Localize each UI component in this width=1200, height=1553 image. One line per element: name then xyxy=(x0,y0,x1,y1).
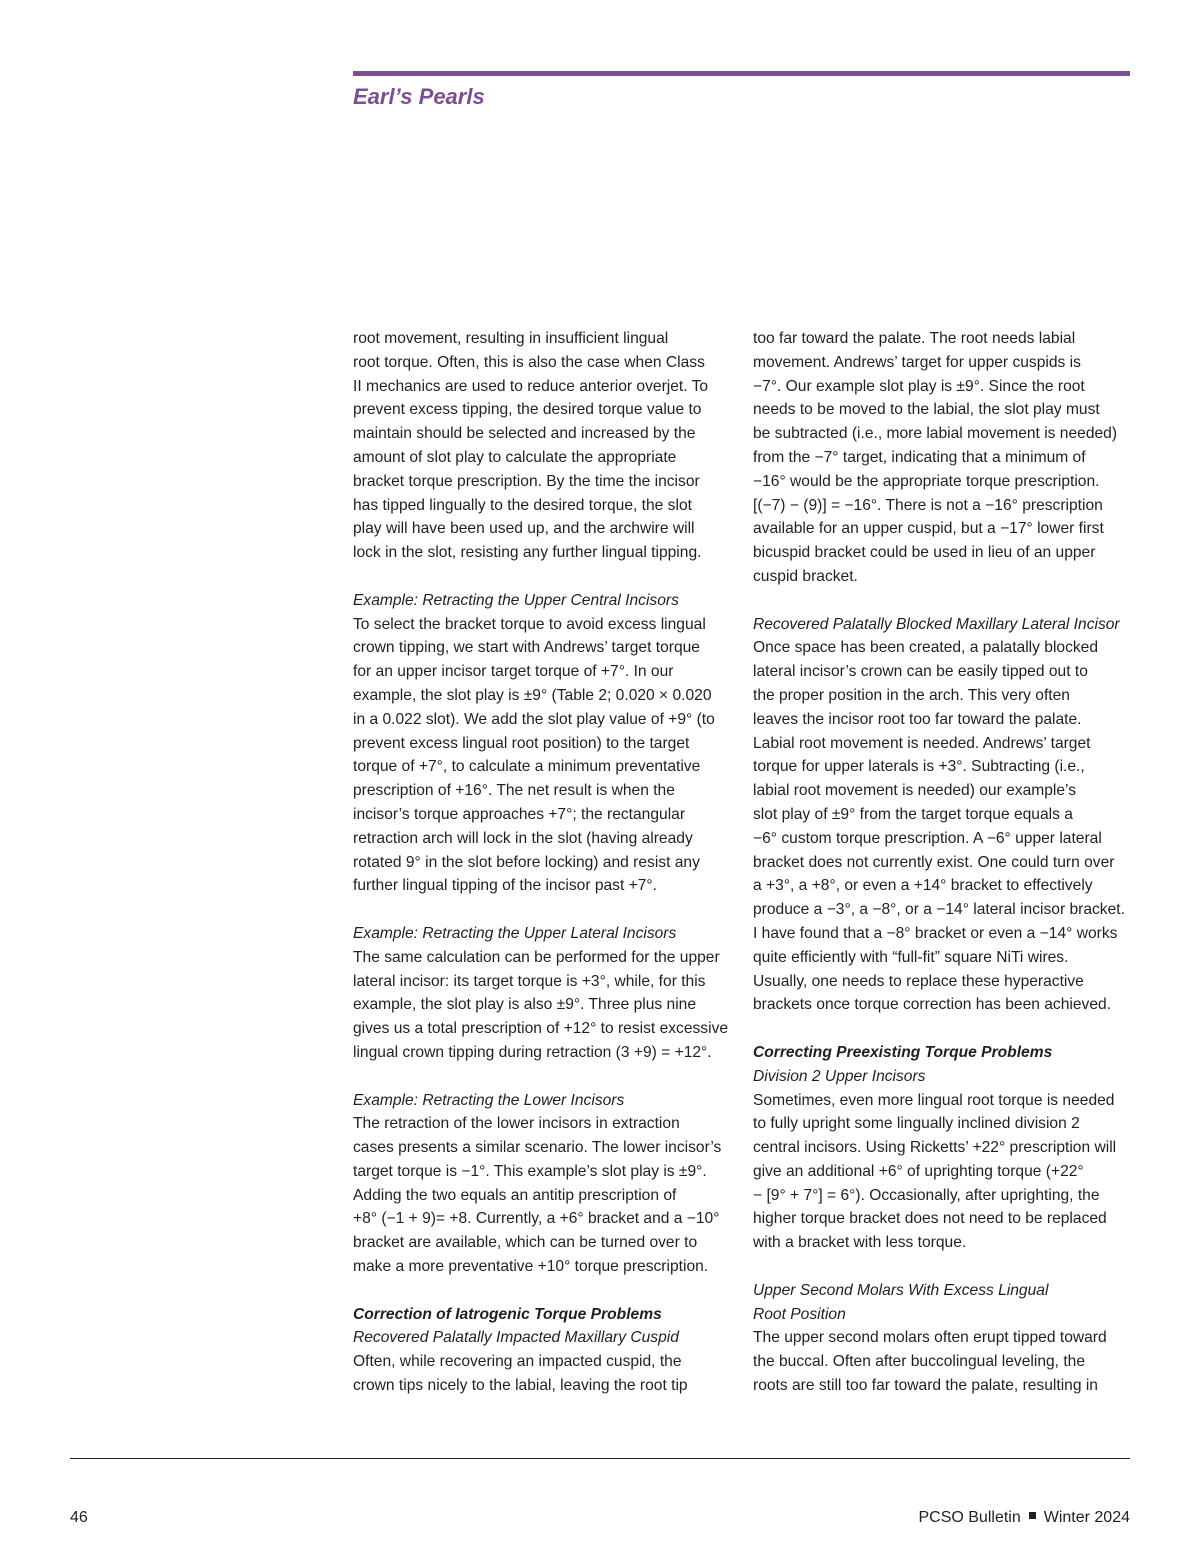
text-line: lock in the slot, resisting any further lingual tipping. xyxy=(353,544,702,562)
text-line: lateral incisor: its target torque is +3°, while, for this xyxy=(353,972,706,990)
paragraph-gap xyxy=(353,1279,733,1303)
text-line: roots are still too far toward the palate, resulting in xyxy=(753,1377,1098,1395)
text-line: movement. Andrews’ target for upper cuspids is xyxy=(753,353,1081,371)
text-line: leaves the incisor root too far toward the palate. xyxy=(753,710,1082,728)
text-line: bicuspid bracket could be used in lieu of an upper xyxy=(753,544,1096,562)
text-line: needs to be moved to the labial, the slot play must xyxy=(753,401,1100,419)
subheading: Division 2 Upper Incisors xyxy=(753,1067,926,1085)
text-line: The upper second molars often erupt tipped toward xyxy=(753,1329,1107,1347)
text-line: lingual crown tipping during retraction (3 +9) = +12°. xyxy=(353,1043,712,1061)
subheading: Upper Second Molars With Excess Lingual xyxy=(753,1281,1049,1299)
text-line: Sometimes, even more lingual root torque is needed xyxy=(753,1091,1115,1109)
text-line: prevent excess tipping, the desired torque value to xyxy=(353,401,702,419)
text-line: give an additional +6° of uprighting torque (+22° xyxy=(753,1162,1084,1180)
text-line: for an upper incisor target torque of +7°. In our xyxy=(353,663,674,681)
page-number: 46 xyxy=(70,1509,88,1526)
footer-publication-info xyxy=(918,1509,1130,1527)
text-line: The same calculation can be performed for the upper xyxy=(353,948,720,966)
paragraph-gap xyxy=(753,589,1131,613)
footer-rule xyxy=(70,1458,1130,1459)
text-line: +8° (−1 + 9)= +8. Currently, a +6° bracket and a −10° xyxy=(353,1210,720,1228)
text-line: a +3°, a +8°, or even a +14° bracket to effectively xyxy=(753,877,1093,895)
text-line: −6° custom torque prescription. A −6° upper lateral xyxy=(753,829,1102,847)
text-line: torque of +7°, to calculate a minimum preventative xyxy=(353,758,701,776)
section-heading: Correcting Preexisting Torque Problems xyxy=(753,1043,1053,1061)
text-line: in a 0.022 slot). We add the slot play value of +9° (to xyxy=(353,710,715,728)
paragraph-gap xyxy=(353,1065,733,1089)
text-line: example, the slot play is also ±9°. Three plus nine xyxy=(353,996,697,1014)
subheading: Example: Retracting the Upper Lateral Incisors xyxy=(353,924,677,942)
subheading: Root Position xyxy=(753,1305,846,1323)
text-line: has tipped lingually to the desired torque, the slot xyxy=(353,496,692,514)
text-line: maintain should be selected and increased by the xyxy=(353,425,696,443)
header-rule xyxy=(353,71,1130,76)
text-line: Once space has been created, a palatally blocked xyxy=(753,639,1099,657)
text-line: root torque. Often, this is also the case when Class xyxy=(353,353,705,371)
text-line: play will have been used up, and the archwire will xyxy=(353,520,695,538)
text-line: higher torque bracket does not need to be replaced xyxy=(753,1210,1107,1228)
text-line: −16° would be the appropriate torque prescription. xyxy=(753,472,1100,490)
paragraph-gap xyxy=(753,1255,1131,1279)
text-line: Usually, one needs to replace these hyperactive xyxy=(753,972,1084,990)
text-line: I have found that a −8° bracket or even a −14° works xyxy=(753,924,1118,942)
text-line: gives us a total prescription of +12° to resist excessive xyxy=(353,1020,729,1038)
text-line: the proper position in the arch. This very often xyxy=(753,686,1070,704)
text-line: torque for upper laterals is +3°. Subtracting (i.e., xyxy=(753,758,1085,776)
text-line: produce a −3°, a −8°, or a −14° lateral incisor bracket. xyxy=(753,901,1125,919)
issue-date: Winter 2024 xyxy=(1043,1509,1130,1526)
text-line: central incisors. Using Ricketts’ +22° prescription will xyxy=(753,1139,1117,1157)
right-column xyxy=(753,327,1131,1398)
text-line: retraction arch will lock in the slot (having already xyxy=(353,829,693,847)
text-line: prevent excess lingual root position) to the target xyxy=(353,734,690,752)
subheading: Example: Retracting the Upper Central Incisors xyxy=(353,591,679,609)
text-line: slot play of ±9° from the target torque equals a xyxy=(753,805,1073,823)
text-line: amount of slot play to calculate the appropriate xyxy=(353,448,677,466)
separator-square-icon xyxy=(1029,1512,1036,1519)
text-line: cases presents a similar scenario. The lower incisor’s xyxy=(353,1139,722,1157)
paragraph-gap xyxy=(353,565,733,589)
text-line: − [9° + 7°] = 6°). Occasionally, after uprighting, the xyxy=(753,1186,1100,1204)
text-line: bracket torque prescription. By the time the incisor xyxy=(353,472,700,490)
text-line: bracket does not currently exist. One could turn over xyxy=(753,853,1115,871)
section-heading: Correction of Iatrogenic Torque Problems xyxy=(353,1305,662,1323)
text-line: too far toward the palate. The root needs labial xyxy=(753,330,1076,347)
text-line: example, the slot play is ±9° (Table 2; 0.020 × 0.020 xyxy=(353,686,712,704)
text-line: further lingual tipping of the incisor past +7°. xyxy=(353,877,657,895)
left-column xyxy=(353,327,733,1398)
text-line: labial root movement is needed) our example’s xyxy=(753,782,1077,800)
text-line: Often, while recovering an impacted cuspid, the xyxy=(353,1353,682,1371)
text-line: the buccal. Often after buccolingual leveling, the xyxy=(753,1353,1086,1371)
paragraph-gap xyxy=(753,1017,1131,1041)
text-line: bracket are available, which can be turned over to xyxy=(353,1234,698,1252)
text-line: make a more preventative +10° torque prescription. xyxy=(353,1258,709,1276)
text-line: Adding the two equals an antitip prescription of xyxy=(353,1186,677,1204)
text-line: brackets once torque correction has been achieved. xyxy=(753,996,1112,1014)
text-line: [(−7) − (9)] = −16°. There is not a −16° prescription xyxy=(753,496,1103,514)
text-line: lateral incisor’s crown can be easily tipped out to xyxy=(753,663,1088,681)
publication-name: PCSO Bulletin xyxy=(918,1509,1021,1526)
text-line: quite efficiently with “full-fit” square NiTi wires. xyxy=(753,948,1069,966)
text-line: target torque is −1°. This example’s slot play is ±9°. xyxy=(353,1162,707,1180)
subheading: Example: Retracting the Lower Incisors xyxy=(353,1091,625,1109)
text-line: root movement, resulting in insufficient lingual xyxy=(353,330,669,347)
text-line: II mechanics are used to reduce anterior overjet. To xyxy=(353,377,709,395)
text-line: Labial root movement is needed. Andrews’ target xyxy=(753,734,1091,752)
text-line: from the −7° target, indicating that a minimum of xyxy=(753,448,1086,466)
text-line: rotated 9° in the slot before locking) and resist any xyxy=(353,853,700,871)
text-line: be subtracted (i.e., more labial movement is needed) xyxy=(753,425,1118,443)
text-line: crown tips nicely to the labial, leaving the root tip xyxy=(353,1377,688,1395)
text-line: The retraction of the lower incisors in extraction xyxy=(353,1115,680,1133)
text-line: to fully upright some lingually inclined division 2 xyxy=(753,1115,1080,1133)
text-line: incisor’s torque approaches +7°; the rectangular xyxy=(353,805,686,823)
paragraph-gap xyxy=(353,898,733,922)
text-line: crown tipping, we start with Andrews’ target torque xyxy=(353,639,700,657)
text-line: prescription of +16°. The net result is when the xyxy=(353,782,675,800)
text-line: available for an upper cuspid, but a −17° lower first xyxy=(753,520,1104,538)
text-line: −7°. Our example slot play is ±9°. Since the root xyxy=(753,377,1085,395)
text-line: with a bracket with less torque. xyxy=(753,1234,967,1252)
section-title: Earl’s Pearls xyxy=(353,84,485,109)
subheading: Recovered Palatally Blocked Maxillary Lateral Incisor xyxy=(753,615,1120,633)
text-line: To select the bracket torque to avoid excess lingual xyxy=(353,615,706,633)
text-line: cuspid bracket. xyxy=(753,567,858,585)
subheading: Recovered Palatally Impacted Maxillary Cuspid xyxy=(353,1329,679,1347)
